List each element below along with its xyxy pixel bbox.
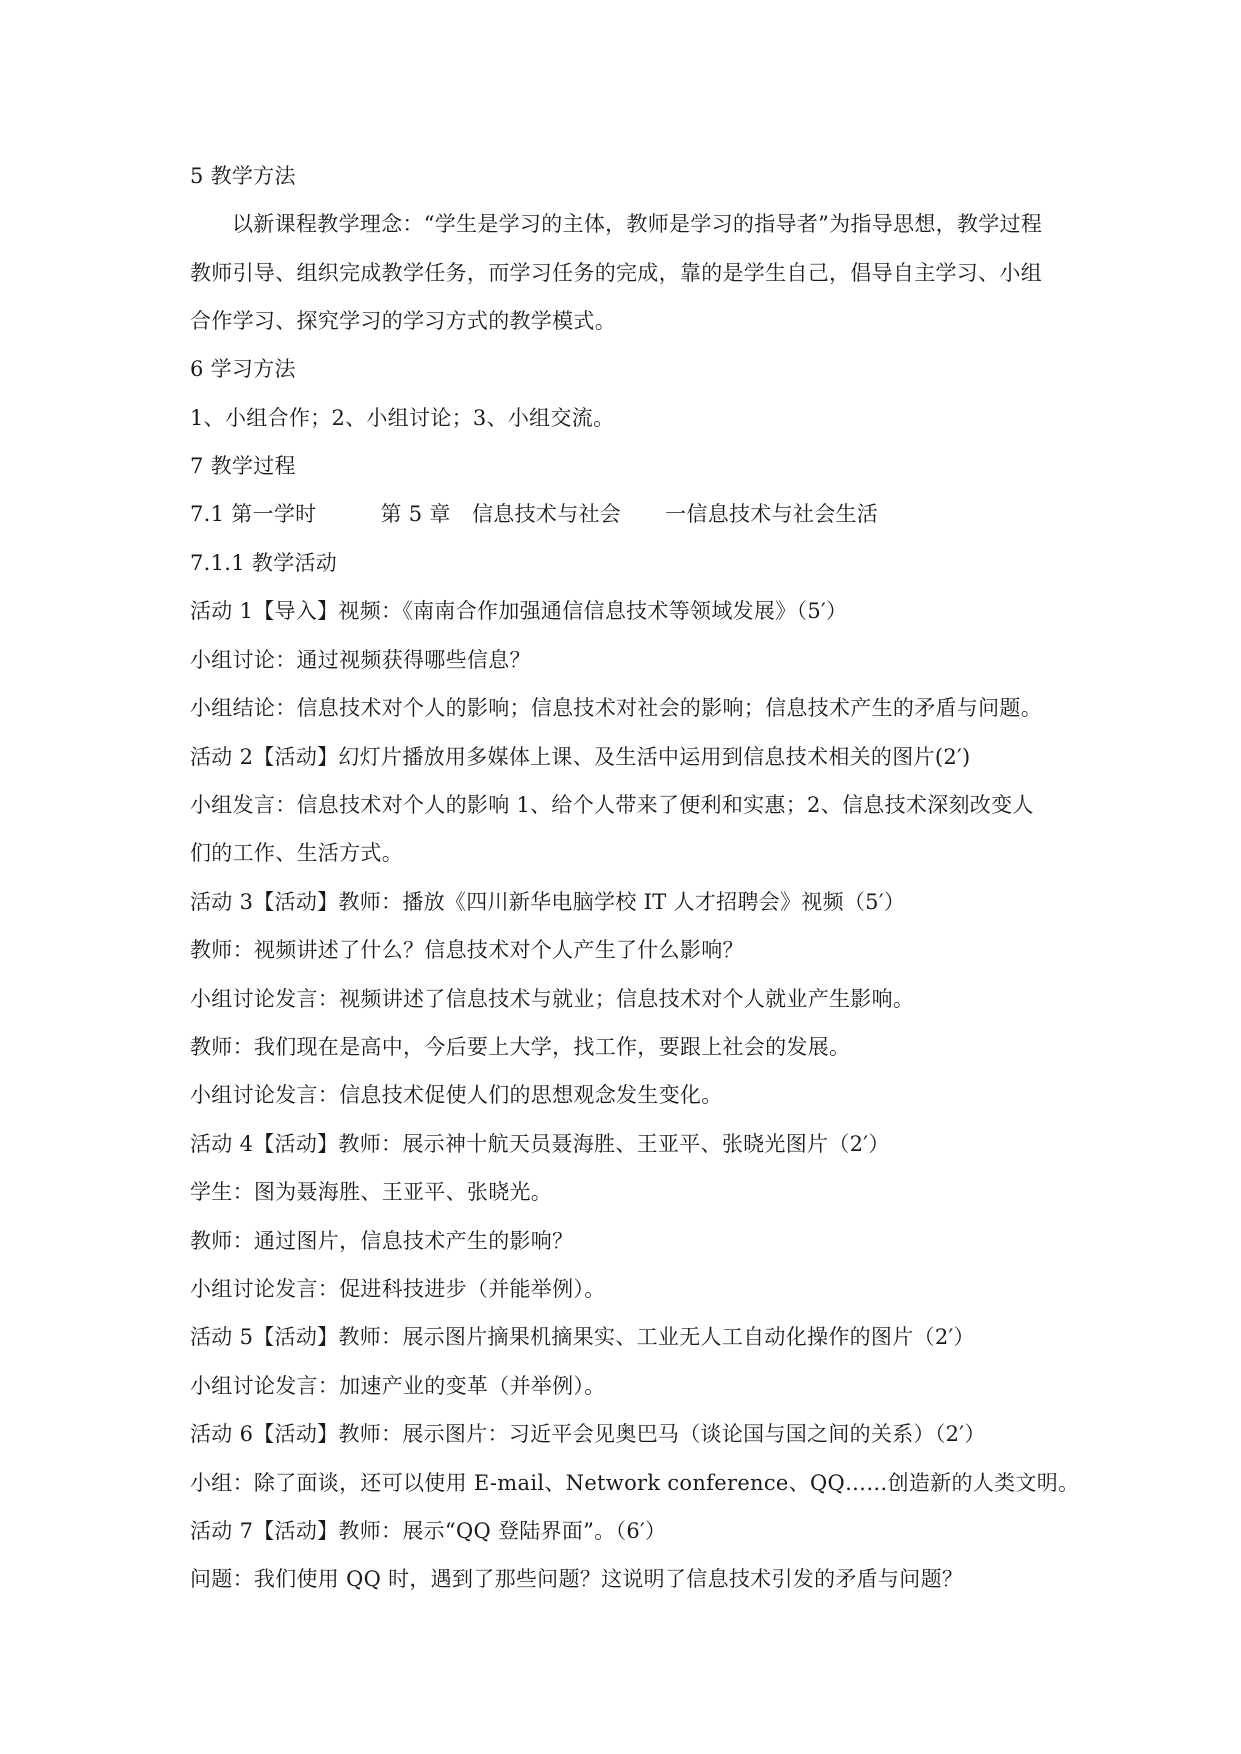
activity-line: 教师：通过图片，信息技术产生的影响？ xyxy=(190,1229,574,1253)
activity-line: 小组讨论：通过视频获得哪些信息？ xyxy=(190,648,531,672)
activity-line: 们的工作、生活方式。 xyxy=(190,841,403,865)
section-7-1-chapter: 第 5 章 信息技术与社会 xyxy=(380,502,622,526)
activity-line: 小组讨论发言：信息技术促使人们的思想观念发生变化。 xyxy=(190,1083,723,1107)
activity-line: 活动 5【活动】教师：展示图片摘果机摘果实、工业无人工自动化操作的图片（2′） xyxy=(190,1325,975,1349)
activity-line: 学生：图为聂海胜、王亚平、张晓光。 xyxy=(190,1180,553,1204)
activity-line: 小组讨论发言：视频讲述了信息技术与就业；信息技术对个人就业产生影响。 xyxy=(190,987,915,1011)
section-5-paragraph-line-2: 教师引导、组织完成教学任务，而学习任务的完成，靠的是学生自己，倡导自主学习、小组 xyxy=(190,261,1042,285)
activity-line: 小组：除了面谈，还可以使用 E-mail、Network conference、QQ……创造新的人类文明。 xyxy=(190,1471,1080,1495)
section-7-1-1-heading: 7.1.1 教学活动 xyxy=(190,551,338,575)
section-7-1-heading xyxy=(190,500,878,528)
section-5-heading: 5 教学方法 xyxy=(190,164,296,188)
section-5-paragraph-line-1: 以新课程教学理念：“学生是学习的主体，教师是学习的指导者”为指导思想，教学过程 xyxy=(232,212,1043,236)
section-7-heading: 7 教学过程 xyxy=(190,454,296,478)
activity-line: 小组结论：信息技术对个人的影响；信息技术对社会的影响；信息技术产生的矛盾与问题。 xyxy=(190,696,1042,720)
section-6-list: 1、小组合作；2、小组讨论；3、小组交流。 xyxy=(190,406,615,430)
activity-line: 活动 4【活动】教师：展示神十航天员聂海胜、王亚平、张晓光图片（2′） xyxy=(190,1132,890,1156)
activity-line: 活动 1【导入】视频：《南南合作加强通信信息技术等领域发展》（5′） xyxy=(190,599,848,623)
activity-line: 活动 6【活动】教师：展示图片：习近平会见奥巴马（谈论国与国之间的关系）（2′） xyxy=(190,1422,986,1446)
activity-line: 活动 7【活动】教师：展示“QQ 登陆界面”。（6′） xyxy=(190,1519,667,1543)
section-7-1-number: 7.1 第一学时 xyxy=(190,502,317,526)
section-6-heading: 6 学习方法 xyxy=(190,357,296,381)
activity-line: 教师：视频讲述了什么？信息技术对个人产生了什么影响？ xyxy=(190,938,744,962)
section-5-paragraph-line-3: 合作学习、探究学习的学习方式的教学模式。 xyxy=(190,309,616,333)
activity-line: 小组讨论发言：促进科技进步（并能举例）。 xyxy=(190,1277,606,1301)
section-7-1-topic: 一信息技术与社会生活 xyxy=(665,502,879,526)
activity-line: 教师：我们现在是高中，今后要上大学，找工作，要跟上社会的发展。 xyxy=(190,1035,851,1059)
activity-line: 小组发言：信息技术对个人的影响 1、给个人带来了便利和实惠；2、信息技术深刻改变人 xyxy=(190,793,1034,817)
activity-line: 活动 3【活动】教师：播放《四川新华电脑学校 IT 人才招聘会》视频（5′） xyxy=(190,890,906,914)
activity-line: 问题：我们使用 QQ 时，遇到了那些问题？这说明了信息技术引发的矛盾与问题？ xyxy=(190,1567,964,1591)
activity-line: 小组讨论发言：加速产业的变革（并举例）。 xyxy=(190,1374,606,1398)
activity-line: 活动 2【活动】幻灯片播放用多媒体上课、及生活中运用到信息技术相关的图片(2′) xyxy=(190,745,971,769)
